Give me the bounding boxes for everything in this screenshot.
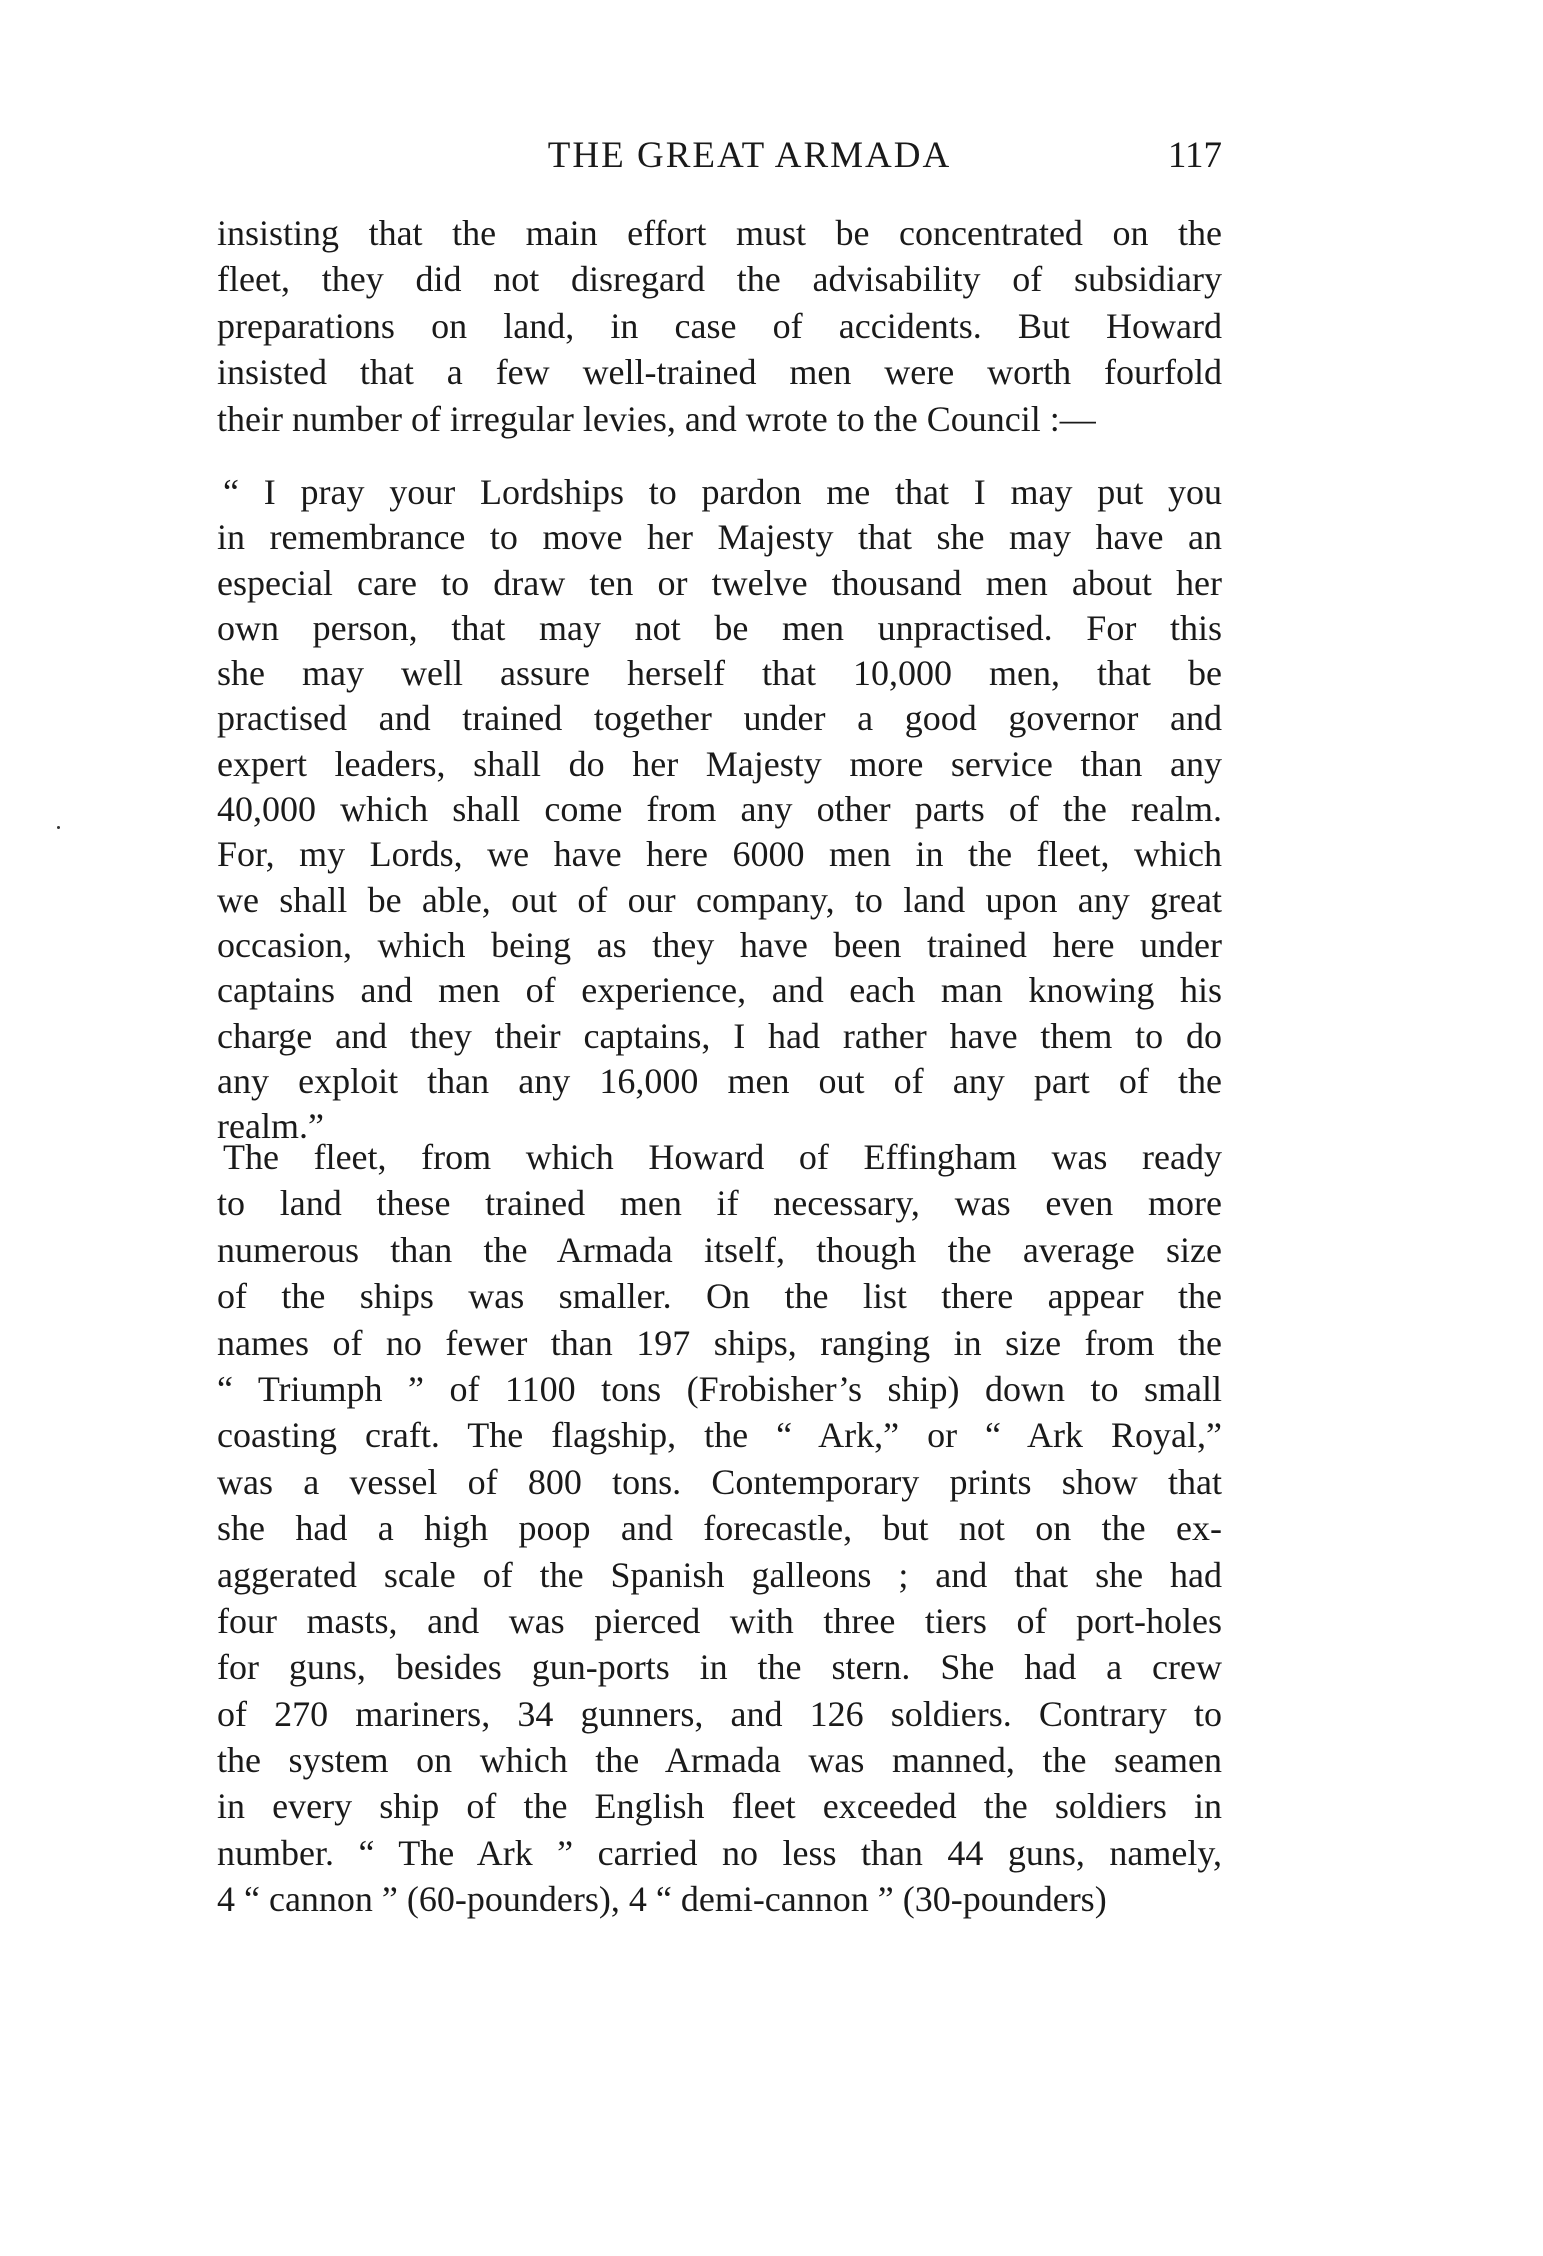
text-line: preparations on land, in case of accidents. But Howard	[217, 305, 1222, 346]
text-line: captains and men of experience, and each man knowing his	[217, 970, 1222, 1011]
text-line: own person, that may not be men unpractised. For this	[217, 607, 1222, 648]
text-line: charge and they their captains, I had rather have them to do	[217, 1015, 1222, 1056]
text-line: any exploit than any 16,000 men out of any part of the	[217, 1060, 1222, 1101]
text-line: numerous than the Armada itself, though the average size	[217, 1229, 1222, 1270]
text-line: “ I pray your Lordships to pardon me that I may put you	[223, 472, 1222, 512]
text-line: “ Triumph ” of 1100 tons (Frobisher’s ship) down to small	[217, 1368, 1222, 1409]
text-line: especial care to draw ten or twelve thousand men about her	[217, 562, 1222, 603]
text-line: she may well assure herself that 10,000 men, that be	[217, 653, 1222, 694]
text-line: she had a high poop and forecastle, but not on the ex-	[217, 1508, 1222, 1549]
text-line: aggerated scale of the Spanish galleons ; and that she had	[217, 1554, 1222, 1595]
text-line: realm.”	[217, 1106, 324, 1147]
page-header	[217, 134, 1222, 184]
text-line: occasion, which being as they have been trained here under	[217, 924, 1222, 965]
text-line: expert leaders, shall do her Majesty more service than any	[217, 743, 1222, 784]
page-number: 117	[1167, 135, 1222, 176]
text-line: to land these trained men if necessary, was even more	[217, 1183, 1222, 1224]
text-line: practised and trained together under a good governor and	[217, 698, 1222, 739]
text-line: of the ships was smaller. On the list there appear the	[217, 1276, 1222, 1317]
text-line: their number of irregular levies, and wrote to the Council :—	[217, 398, 1096, 439]
text-line: we shall be able, out of our company, to land upon any great	[217, 879, 1222, 920]
text-line: of 270 mariners, 34 gunners, and 126 soldiers. Contrary to	[217, 1693, 1222, 1734]
text-line: The fleet, from which Howard of Effingham was ready	[223, 1137, 1222, 1177]
text-line: in remembrance to move her Majesty that she may have an	[217, 517, 1222, 558]
text-line: number. “ The Ark ” carried no less than 44 guns, namely,	[217, 1832, 1222, 1873]
text-line: the system on which the Armada was manned, the seamen	[217, 1740, 1222, 1781]
text-line: 4 “ cannon ” (60-pounders), 4 “ demi-cannon ” (30-pounders)	[217, 1879, 1107, 1920]
text-line: coasting craft. The flagship, the “ Ark,” or “ Ark Royal,”	[217, 1415, 1222, 1456]
running-title: THE GREAT ARMADA	[547, 135, 952, 176]
text-line: fleet, they did not disregard the advisability of subsidiary	[217, 259, 1222, 300]
text-line: four masts, and was pierced with three tiers of port-holes	[217, 1600, 1222, 1641]
stray-mark	[57, 826, 60, 829]
text-line: for guns, besides gun-ports in the stern. She had a crew	[217, 1647, 1222, 1688]
text-line: was a vessel of 800 tons. Contemporary prints show that	[217, 1461, 1222, 1502]
paragraph-3	[217, 1134, 1222, 1923]
paragraph-quote	[217, 470, 1222, 1149]
text-line: names of no fewer than 197 ships, ranging in size from the	[217, 1322, 1222, 1363]
text-line: in every ship of the English fleet exceeded the soldiers in	[217, 1786, 1222, 1827]
text-line: For, my Lords, we have here 6000 men in the fleet, which	[217, 834, 1222, 875]
text-line: 40,000 which shall come from any other parts of the realm.	[217, 789, 1222, 830]
text-line: insisting that the main effort must be concentrated on the	[217, 213, 1222, 253]
text-line: insisted that a few well-trained men were worth fourfold	[217, 352, 1222, 393]
paragraph-1	[217, 210, 1222, 442]
